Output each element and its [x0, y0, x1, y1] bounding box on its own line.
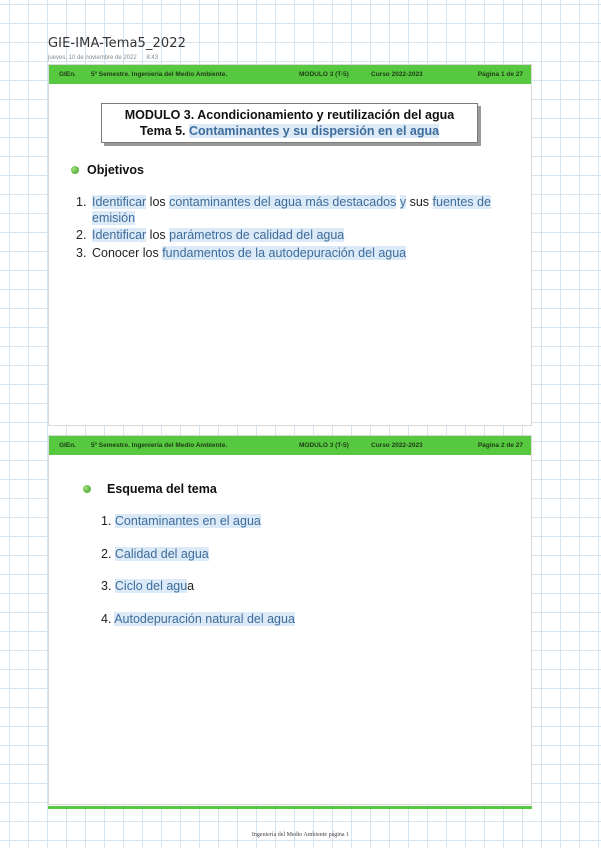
highlighted-text: Contaminantes en el agua — [114, 514, 261, 528]
text-segment: sus — [406, 195, 433, 209]
objective-item — [76, 195, 516, 226]
objectives-list — [76, 195, 516, 263]
title-line-1: MODULO 3. Acondicionamiento y reutilización del agua — [124, 108, 455, 122]
band-semester: 5º Semestre. Ingeniería del Medio Ambiente. — [91, 71, 228, 78]
band-org: GIEn. — [59, 442, 76, 449]
highlighted-text: parámetros de calidad del agua — [169, 228, 345, 242]
band-course: Curso 2022-2023 — [371, 442, 423, 449]
objective-number: 2. — [76, 228, 87, 242]
band-semester: 5º Semestre. Ingeniería del Medio Ambiente. — [91, 442, 228, 449]
objectives-heading — [71, 163, 144, 177]
objective-number: 1. — [76, 195, 87, 209]
scheme-item — [101, 547, 295, 580]
scheme-item — [101, 612, 295, 645]
scheme-heading — [83, 482, 217, 496]
band-page: Página 2 de 27 — [477, 442, 523, 449]
slide-header-band — [49, 436, 531, 455]
scheme-item — [101, 579, 295, 612]
highlighted-text: Identificar — [92, 228, 147, 242]
text-segment: a — [187, 579, 195, 593]
band-org: GIEn. — [59, 71, 76, 78]
note-meta — [48, 55, 166, 61]
highlighted-text: fundamentos de la autodepuración del agua — [162, 245, 407, 260]
band-course: Curso 2022-2023 — [371, 71, 423, 78]
title-prefix: Tema 5. — [139, 124, 190, 138]
band-page: Página 1 de 27 — [477, 71, 523, 78]
note-date: jueves, 10 de noviembre de 2022 — [48, 55, 137, 61]
text-segment: los — [146, 195, 170, 209]
objective-text — [92, 195, 516, 226]
highlighted-text: Ciclo del agu — [114, 579, 188, 593]
highlighted-text: Identificar — [92, 195, 147, 209]
title-line-2 — [102, 123, 477, 139]
scheme-number: 2. — [101, 546, 115, 561]
page-footer: Ingeniería del Medio Ambiente página 1 — [251, 832, 350, 838]
title-highlight: Contaminantes y su dispersión en el agua — [189, 124, 440, 138]
green-bullet-icon — [71, 166, 79, 174]
scheme-number: 4. — [101, 611, 115, 626]
band-module: MODULO 3 (T-5) — [299, 442, 349, 449]
scheme-number: 3. — [101, 579, 115, 593]
highlighted-text: fuentes de emisión — [92, 195, 491, 225]
text-segment: los — [146, 228, 170, 242]
note-time: 8:43 — [146, 55, 159, 61]
objective-number: 3. — [76, 245, 87, 260]
slide-title-box — [101, 103, 478, 143]
slide-2 — [48, 435, 532, 805]
highlighted-text: y — [399, 195, 407, 209]
highlighted-text: Autodepuración natural del agua — [114, 611, 295, 626]
objective-item — [76, 246, 516, 262]
objectives-heading-text: Objetivos — [87, 163, 144, 177]
scheme-number: 1. — [101, 514, 115, 528]
band-module: MODULO 3 (T-5) — [299, 71, 349, 78]
scheme-heading-text: Esquema del tema — [107, 482, 217, 496]
objective-text — [92, 228, 344, 244]
note-title: GIE-IMA-Tema5_2022 — [48, 36, 186, 51]
objective-item — [76, 228, 516, 244]
highlighted-text: contaminantes del agua más destacados — [169, 195, 397, 209]
note-header — [48, 36, 186, 51]
slide-header-band — [49, 65, 531, 84]
scheme-item — [101, 514, 295, 547]
scheme-list — [101, 514, 295, 644]
slide-1 — [48, 64, 532, 426]
text-segment: Conocer los — [92, 245, 163, 260]
green-bullet-icon — [83, 485, 91, 493]
footer-divider — [48, 806, 532, 809]
objective-text — [92, 246, 406, 262]
highlighted-text: Calidad del agua — [114, 546, 209, 561]
